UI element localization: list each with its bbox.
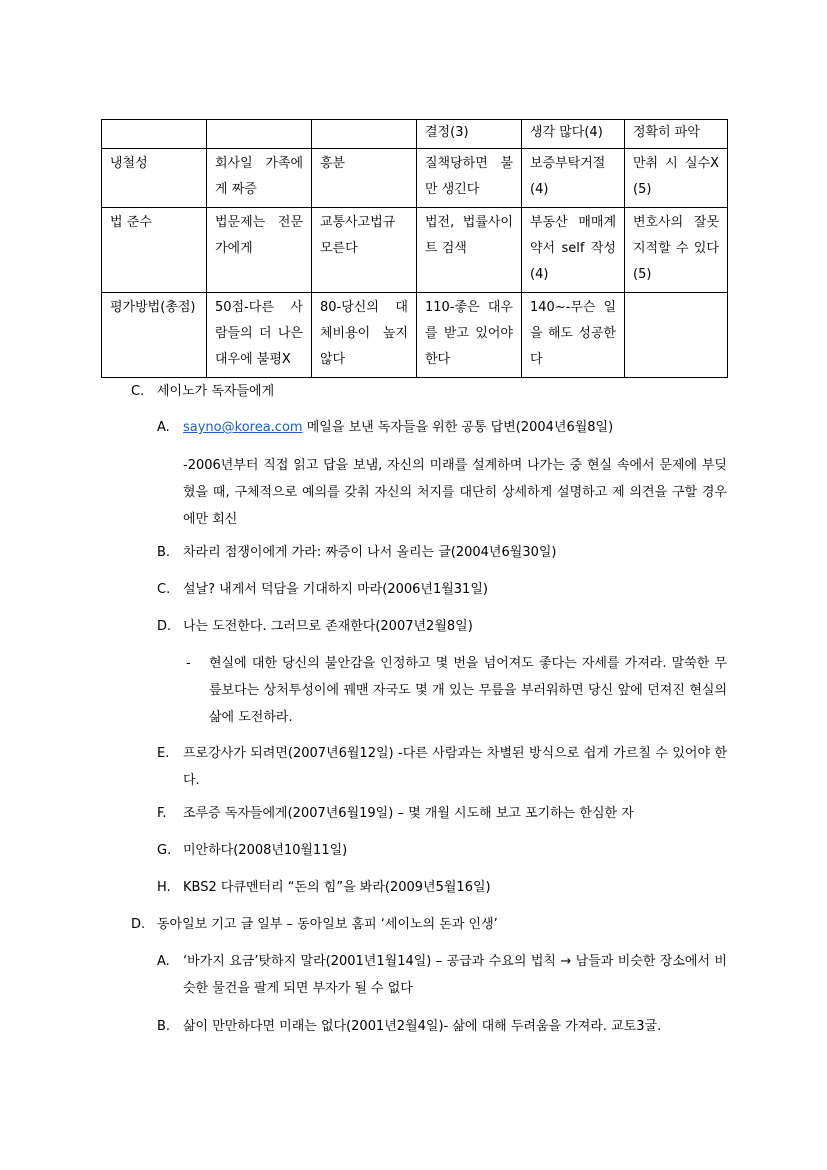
- table-cell: [207, 120, 312, 149]
- table-cell: 110-좋은 대우를 받고 있어야 한다: [417, 293, 522, 378]
- table-cell: 교통사고법규 모른다: [312, 208, 417, 293]
- table-cell: 질책당하면 불만 생긴다: [417, 149, 522, 208]
- list-item-marker: B.: [157, 1019, 171, 1034]
- list-item-marker: A.: [157, 954, 170, 969]
- table-row: [102, 149, 728, 208]
- list-item-text: 메일을 보낸 독자들을 위한 공통 답변(2004년6월8일): [302, 420, 614, 435]
- table-cell: 만취 시 실수X(5): [625, 149, 728, 208]
- sub-item-text: 현실에 대한 당신의 불안감을 인정하고 몇 번을 넘어져도 좋다는 자세를 가져라. 말쑥한 무릎보다는 상처투성이에 꿰맨 자국도 몇 개 있는 무릎을 부러워하면 당신 앞에 던져진 현실의 삶에 도전하라.: [209, 656, 727, 725]
- list-item: 차라리 점쟁이에게 가라: 짜증이 나서 올리는 글(2004년6월30일): [183, 545, 557, 560]
- table-cell: [312, 120, 417, 149]
- list-item: [183, 419, 613, 437]
- table-cell: 법문제는 전문가에게: [207, 208, 312, 293]
- table-cell: 흥분: [312, 149, 417, 208]
- table-cell: 보증부탁거절(4): [522, 149, 625, 208]
- table-cell: 법 준수: [102, 208, 207, 293]
- table-cell: 결정(3): [417, 120, 522, 149]
- table-cell: [102, 120, 207, 149]
- table-cell: 140~-무슨 일을 해도 성공한다: [522, 293, 625, 378]
- list-item: KBS2 다큐멘터리 “돈의 힘”을 봐라(2009년5월16일): [183, 880, 491, 895]
- table-cell: 변호사의 잘못 지적할 수 있다(5): [625, 208, 728, 293]
- list-item-marker: F.: [157, 806, 167, 821]
- list-item-note: -2006년부터 직접 읽고 답을 보냄, 자신의 미래를 설계하며 나가는 중 현실 속에서 문제에 부딪혔을 때, 구체적으로 예의를 갖춰 자신의 처지를 대단히 상세하게 설명하고 제 의견을 구할 경우에만 회신: [183, 458, 727, 527]
- list-item: 프로강사가 되려면(2007년6월12일) -다른 사람과는 차별된 방식으로 쉽게 가르칠 수 있어야 한다.: [183, 746, 727, 788]
- section-c-title: 세이노가 독자들에게: [157, 384, 275, 399]
- sub-item-marker: -: [186, 656, 191, 671]
- list-item-marker: A.: [157, 420, 170, 435]
- list-item: 나는 도전한다. 그러므로 존재한다(2007년2월8일): [183, 619, 473, 634]
- list-item: 삶이 만만하다면 미래는 없다(2001년2월4일)- 삶에 대해 두려움을 가져라. 교토3굴.: [183, 1019, 662, 1034]
- table-cell: [625, 293, 728, 378]
- table-cell: 부동산 매매계약서 self 작성(4): [522, 208, 625, 293]
- list-item-marker: H.: [157, 880, 171, 895]
- table-cell: 80-당신의 대체비용이 높지 않다: [312, 293, 417, 378]
- list-item: ‘바가지 요금’탓하지 말라(2001년1월14일) – 공급과 수요의 법칙 → 남들과 비슷한 장소에서 비슷한 물건을 팔게 되면 부자가 될 수 없다: [183, 954, 727, 996]
- list-item-marker: D.: [157, 619, 172, 634]
- email-link[interactable]: sayno@korea.com: [183, 420, 303, 435]
- table-row: [102, 208, 728, 293]
- table-cell: 법전, 법률사이트 검색: [417, 208, 522, 293]
- table-row: [102, 120, 728, 149]
- section-c-marker: C.: [131, 384, 145, 399]
- table-cell: 냉철성: [102, 149, 207, 208]
- table-cell: 평가방법(총점): [102, 293, 207, 378]
- evaluation-table: [101, 119, 728, 378]
- list-item-marker: C.: [157, 582, 171, 597]
- list-item-marker: E.: [157, 746, 170, 761]
- list-item: 조루증 독자들에게(2007년6월19일) – 몇 개월 시도해 보고 포기하는 한심한 자: [183, 806, 634, 821]
- list-item: 설날? 내게서 덕담을 기대하지 마라(2006년1월31일): [183, 582, 488, 597]
- list-item-marker: G.: [157, 843, 172, 858]
- table-row: [102, 293, 728, 378]
- list-item-marker: B.: [157, 545, 171, 560]
- section-d-marker: D.: [131, 917, 146, 932]
- table-cell: 50점-다른 사람들의 더 나은 대우에 불평X: [207, 293, 312, 378]
- table-cell: 정확히 파악: [625, 120, 728, 149]
- list-item: 미안하다(2008년10월11일): [183, 843, 348, 858]
- table-cell: 생각 많다(4): [522, 120, 625, 149]
- section-d-title: 동아일보 기고 글 일부 – 동아일보 홈피 ‘세이노의 돈과 인생’: [157, 917, 498, 932]
- table-cell: 회사일 가족에게 짜증: [207, 149, 312, 208]
